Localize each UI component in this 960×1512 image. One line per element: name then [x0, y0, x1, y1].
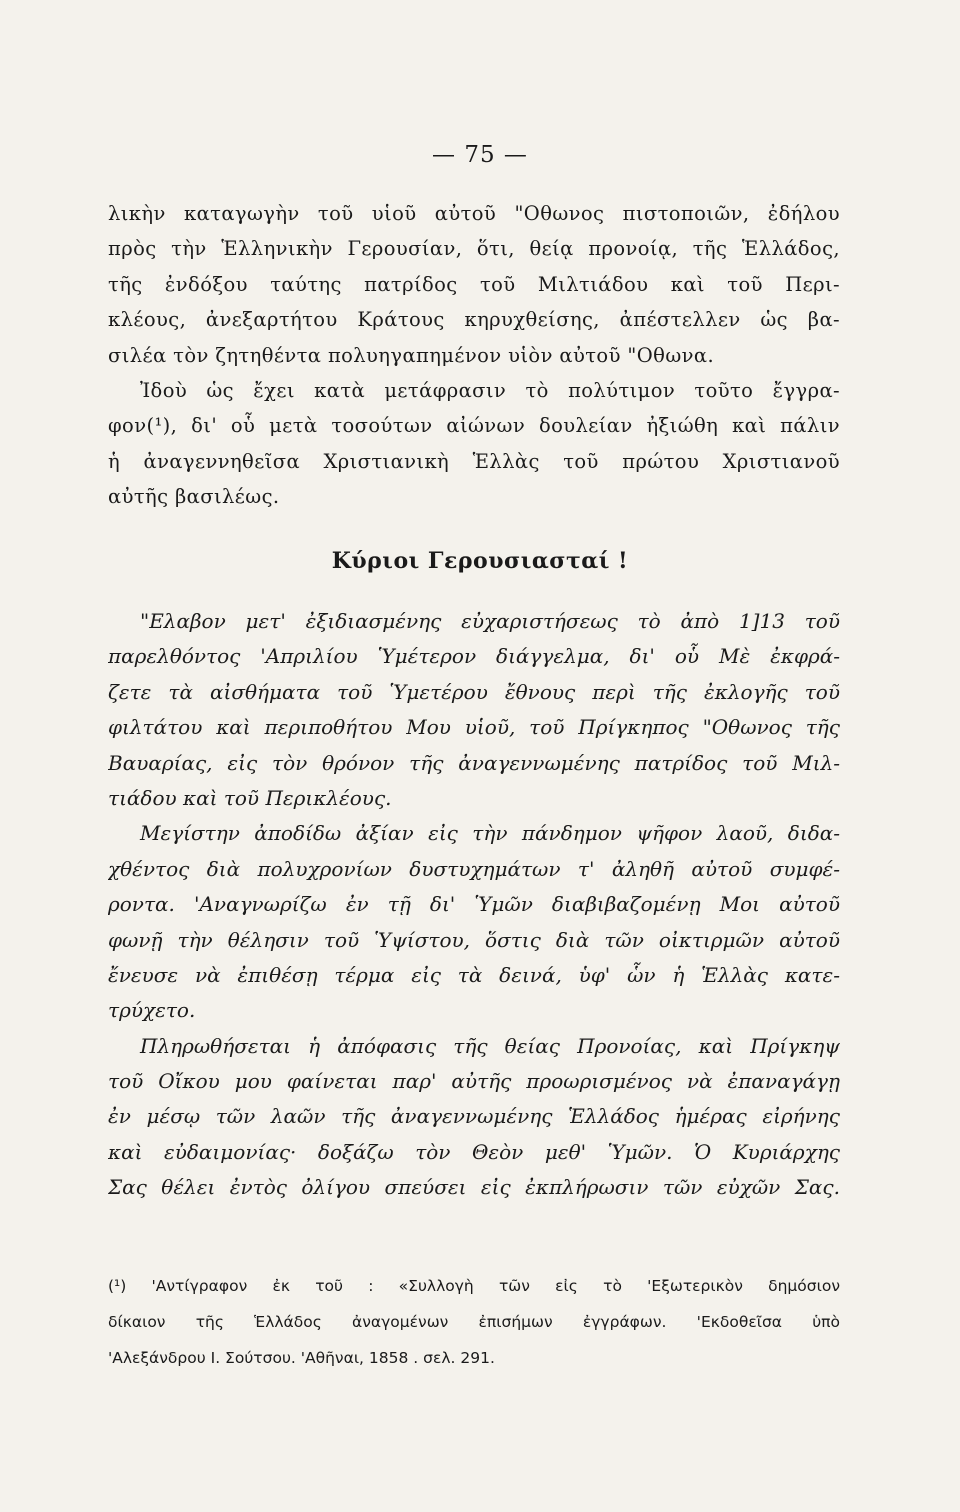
text-line: ἡ ἀναγεννηθεῖσα Χριστιανικὴ Ἑλλὰς τοῦ πρώτου Χριστιανοῦ — [108, 449, 840, 473]
text-line: ζετε τὰ αἰσθήματα τοῦ Ὑμετέρου ἔθνους περὶ τῆς ἐκλογῆς τοῦ — [108, 679, 840, 704]
text-line: ροντα. 'Αναγνωρίζω ἐν τῇ δι' Ὑμῶν διαβιβαζομένῃ Μοι αὐτοῦ — [108, 892, 840, 917]
text-line: τοῦ Οἴκου μου φαίνεται παρ' αὐτῆς προωρισμένος νὰ ἐπαναγάγῃ — [108, 1069, 840, 1094]
intro-paragraph — [108, 196, 840, 515]
text-line: τρύχετο. — [108, 998, 196, 1023]
footnote-line: δίκαιον τῆς Ἑλλάδος ἀναγομένων ἐπισήμων ἐγγράφων. 'Εκδοθεῖσα ὑπὸ — [108, 1313, 840, 1331]
text-line: κλέους, ἀνεξαρτήτου Κράτους κηρυχθείσης, ἀπέστελλεν ὡς βα- — [108, 308, 840, 332]
text-line: τιάδου καὶ τοῦ Περικλέους. — [108, 785, 392, 810]
text-line: ἐν μέσῳ τῶν λαῶν τῆς ἀναγεννωμένης Ἑλλάδος ἡμέρας εἰρήνης — [108, 1104, 840, 1129]
text-line: φωνῇ τὴν θέλησιν τοῦ Ὑψίστου, ὅστις διὰ τῶν οἰκτιρμῶν αὐτοῦ — [108, 927, 840, 952]
footnote-line: (¹) 'Αντίγραφον ἐκ τοῦ : «Συλλογὴ τῶν εἰς τὸ 'Εξωτερικὸν δημόσιον — [108, 1277, 840, 1295]
page-number: — 75 — — [432, 142, 528, 168]
text-line: παρελθόντος 'Απριλίου Ὑμέτερον διάγγελμα, δι' οὗ Μὲ ἐκφρά- — [108, 644, 840, 669]
text-line: ἔνευσε νὰ ἐπιθέσῃ τέρμα εἰς τὰ δεινά, ὑφ' ὧν ἡ Ἑλλὰς κατε- — [108, 962, 840, 987]
footnote-line: 'Αλεξάνδρου Ι. Σούτσου. 'Αθῆναι, 1858 . σελ. 291. — [108, 1349, 495, 1367]
text-line: Μεγίστην ἀποδίδω ἀξίαν εἰς τὴν πάνδημον ψῆφον λαοῦ, διδα- — [140, 821, 840, 846]
text-line: χθέντος διὰ πολυχρονίων δυστυχημάτων τ' ἀληθῆ αὐτοῦ συμφέ- — [108, 856, 840, 881]
text-line: λικὴν καταγωγὴν τοῦ υἱοῦ αὐτοῦ "Οθωνος πιστοποιῶν, ἐδήλου — [108, 202, 840, 225]
text-line: "Ελαβον μετ' ἐξιδιασμένης εὐχαριστήσεως τὸ ἀπὸ 1]13 τοῦ — [140, 609, 840, 633]
text-line: τῆς ἐνδόξου ταύτης πατρίδος τοῦ Μιλτιάδου καὶ τοῦ Περι- — [108, 272, 840, 296]
letter-body — [108, 604, 840, 1206]
text-line: φον(¹), δι' οὗ μετὰ τοσούτων αἰώνων δουλείαν ἠξιώθη καὶ πάλιν — [108, 414, 840, 438]
text-line: Πληρωθήσεται ἡ ἀπόφασις τῆς θείας Προνοίας, καὶ Πρίγκηψ — [140, 1033, 840, 1058]
text-line: πρὸς τὴν Ἑλληνικὴν Γερουσίαν, ὅτι, θείᾳ προνοίᾳ, τῆς Ἑλλάδος, — [108, 237, 840, 261]
text-line: Ἰδοὺ ὡς ἔχει κατὰ μετάφρασιν τὸ πολύτιμον τοῦτο ἔγγρα- — [140, 378, 840, 402]
text-line: Βαυαρίας, εἰς τὸν θρόνον τῆς ἀναγεννωμένης πατρίδος τοῦ Μιλ- — [108, 750, 840, 775]
footnote — [108, 1268, 840, 1376]
text-line: σιλέα τὸν ζητηθέντα πολυηγαπημένον υἱὸν αὐτοῦ "Οθωνα. — [108, 343, 715, 367]
text-line: αὐτῆς βασιλέως. — [108, 485, 280, 509]
letter-salutation-heading: Κύριοι Γερουσιασταί ! — [331, 548, 629, 574]
text-line: φιλτάτου καὶ περιποθήτου Μου υἱοῦ, τοῦ Πρίγκηπος "Οθωνος τῆς — [108, 715, 840, 740]
text-line: Σας θέλει ἐντὸς ὀλίγου σπεύσει εἰς ἐκπλήρωσιν τῶν εὐχῶν Σας. — [108, 1175, 840, 1200]
text-line: καὶ εὐδαιμονίας· δοξάζω τὸν Θεὸν μεθ' Ὑμῶν. Ὁ Κυριάρχης — [108, 1139, 840, 1164]
